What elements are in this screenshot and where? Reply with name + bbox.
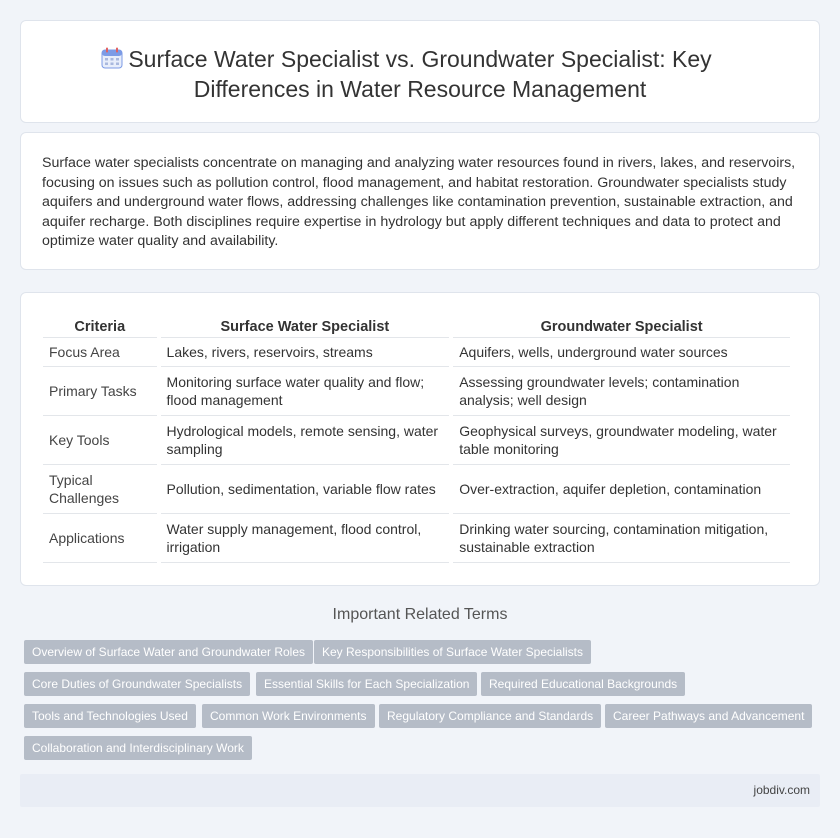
row-ground-value: Aquifers, wells, underground water sources <box>453 338 790 367</box>
intro-paragraph: Surface water specialists concentrate on managing and analyzing water resources found in rivers, lakes, and reservoirs, focusing on issues such as pollution control, flood management, and habitat restoration. Groundwater specialists study aquifers and underground water flows, addressing challenges like contamination prevention, sustainable extraction, and aquifer recharge. Both disciplines require expertise in hydrology but apply different techniques and data to protect and optimize water quality and availability. <box>42 155 796 250</box>
footer <box>20 774 820 807</box>
row-surface-value: Monitoring surface water quality and flow; flood management <box>161 367 450 416</box>
table-row <box>43 416 790 465</box>
header-criteria: Criteria <box>43 313 157 338</box>
table-row <box>43 367 790 416</box>
table-row <box>43 514 790 563</box>
comparison-table <box>39 313 794 563</box>
related-tag[interactable]: Tools and Technologies Used <box>24 704 196 728</box>
related-tag[interactable]: Regulatory Compliance and Standards <box>379 704 601 728</box>
related-tag[interactable]: Required Educational Backgrounds <box>481 672 685 696</box>
row-ground-value: Assessing groundwater levels; contamination analysis; well design <box>453 367 790 416</box>
row-criteria: Focus Area <box>43 338 157 367</box>
related-tag[interactable]: Collaboration and Interdisciplinary Work <box>24 736 252 760</box>
footer-site-link[interactable]: jobdiv.com <box>753 783 810 797</box>
row-ground-value: Drinking water sourcing, contamination mitigation, sustainable extraction <box>453 514 790 563</box>
intro-card <box>20 132 820 270</box>
related-terms-title: Important Related Terms <box>332 606 508 623</box>
related-tag[interactable]: Career Pathways and Advancement <box>605 704 812 728</box>
row-surface-value: Hydrological models, remote sensing, water sampling <box>161 416 450 465</box>
row-criteria: Primary Tasks <box>43 367 157 416</box>
table-header-row <box>43 313 790 338</box>
row-ground-value: Over-extraction, aquifer depletion, contamination <box>453 465 790 514</box>
header-surface-water: Surface Water Specialist <box>161 313 450 338</box>
title-card <box>20 20 820 123</box>
related-tag[interactable]: Key Responsibilities of Surface Water Specialists <box>314 640 591 664</box>
header-groundwater: Groundwater Specialist <box>453 313 790 338</box>
row-surface-value: Water supply management, flood control, irrigation <box>161 514 450 563</box>
related-tag[interactable]: Essential Skills for Each Specialization <box>256 672 477 696</box>
row-criteria: Typical Challenges <box>43 465 157 514</box>
row-surface-value: Lakes, rivers, reservoirs, streams <box>161 338 450 367</box>
page-title: Surface Water Specialist vs. Groundwater Specialist: Key Differences in Water Resource Management <box>128 46 712 102</box>
row-surface-value: Pollution, sedimentation, variable flow rates <box>161 465 450 514</box>
comparison-card <box>20 292 820 586</box>
related-tag[interactable]: Overview of Surface Water and Groundwater Roles <box>24 640 313 664</box>
row-ground-value: Geophysical surveys, groundwater modeling, water table monitoring <box>453 416 790 465</box>
table-row <box>43 338 790 367</box>
row-criteria: Key Tools <box>43 416 157 465</box>
related-tag[interactable]: Common Work Environments <box>202 704 375 728</box>
related-tag[interactable]: Core Duties of Groundwater Specialists <box>24 672 250 696</box>
table-row <box>43 465 790 514</box>
row-criteria: Applications <box>43 514 157 563</box>
